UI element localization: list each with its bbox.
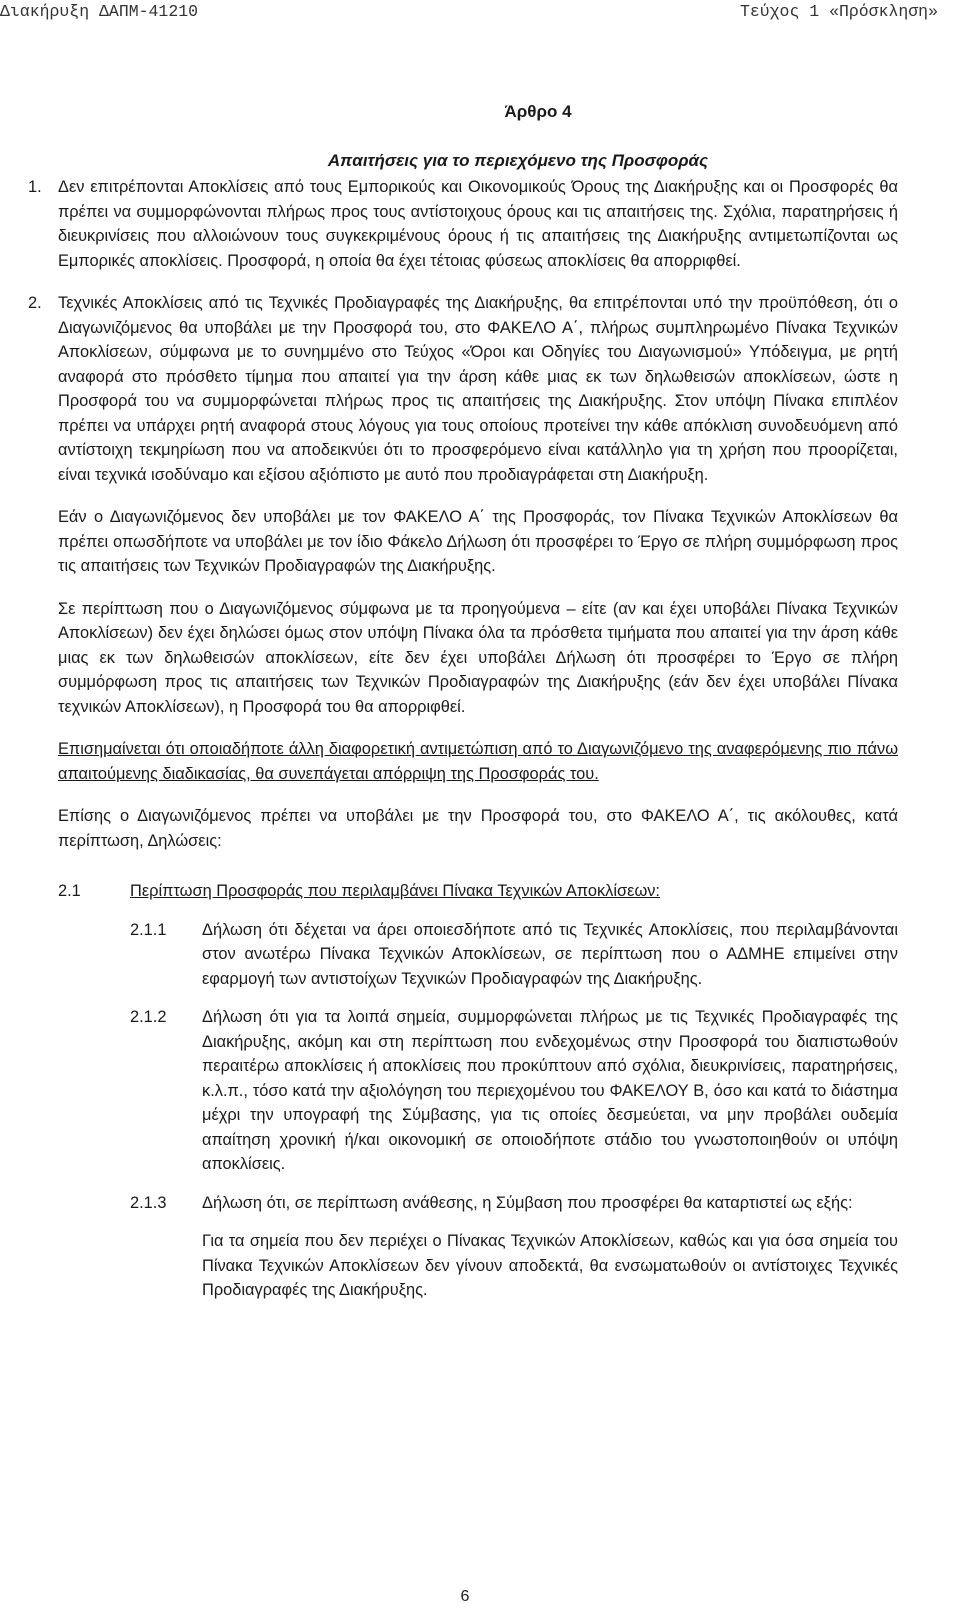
article-subtitle: Απαιτήσεις για το περιεχόμενο της Προσφοράς	[327, 150, 709, 170]
section-2-1-number: 2.1	[58, 882, 81, 900]
paragraph-declarations-intro: Επίσης ο Διαγωνιζόμενος πρέπει να υποβάλει με την Προσφορά του, στο ΦΑΚΕΛΟ Α΄, τις ακόλουθες, κατά περίπτωση, Δηλώσεις:	[58, 807, 898, 850]
subitem-2-1-1	[58, 918, 898, 992]
subitem-2-1-3-continuation: Για τα σημεία που δεν περιέχει ο Πίνακας Τεχνικών Αποκλίσεων, καθώς και για όσα σημεία του Πίνακα Τεχνικών Αποκλίσεων δεν γίνουν αποδεκτά, θα ενσωματωθούν οι αντίστοιχες Τεχνικές Προδιαγραφές της Διακήρυξης.	[202, 1232, 898, 1299]
subitem-2-1-3	[58, 1191, 898, 1216]
list-item-2-number: 2.	[28, 294, 42, 312]
subitem-2-1-2-number: 2.1.2	[130, 1008, 167, 1026]
list-item-2-text: Τεχνικές Αποκλίσεις από τις Τεχνικές Προδιαγραφές της Διακήρυξης, θα επιτρέπονται υπό την προϋπόθεση, ότι ο Διαγωνιζόμενος θα υποβάλει με την Προσφορά του, στο ΦΑΚΕΛΟ Α΄, πλήρως συμπληρωμένο Πίνακα Τεχνικών Αποκλίσεων, σύμφωνα με το συνημμένο στο Τεύχος «Όροι και Οδηγίες του Διαγωνισμού» Υπόδειγμα, με ρητή αναφορά στο πρόσθετο τίμημα που απαιτεί για την άρση κάθε μιας εκ των δηλωθεισών αποκλίσεων, ώστε η Προσφορά του να συμμορφώνεται πλήρως προς τις απαιτήσεις της Διακήρυξης. Στον υπόψη Πίνακα επιπλέον πρέπει να υπάρχει ρητή αναφορά στους λόγους για τους οποίους προτείνει την κάθε απόκλιση συνοδευόμενη από αντίστοιχη τεκμηρίωση που να αποδεικνύει ότι το προσφερόμενο είναι κατάλληλο για τη χρήση που προορίζεται, είναι τεχνικά ισοδύναμο και εξίσου αξιόπιστο με αυτό που προδιαγράφεται στη Διακήρυξη.	[58, 294, 898, 484]
list-item-2	[28, 291, 898, 487]
subitem-2-1-1-text: Δήλωση ότι δέχεται να άρει οποιεσδήποτε από τις Τεχνικές Αποκλίσεις, που περιλαμβάνονται στον ανωτέρω Πίνακα Τεχνικών Αποκλίσεων, σε περίπτωση που ο ΑΔΜΗΕ επιμείνει στην εφαρμογή των αντιστοίχων Τεχνικών Προδιαγραφών της Διακήρυξης.	[202, 920, 898, 988]
header-volume-title: Τεύχος 1 «Πρόσκληση»	[739, 2, 938, 21]
section-2-1-heading	[58, 879, 898, 904]
paragraph-no-deviations-table: Εάν ο Διαγωνιζόμενος δεν υποβάλει με τον ΦΑΚΕΛΟ Α΄ της Προσφοράς, τον Πίνακα Τεχνικών Αποκλίσεων θα πρέπει οπωσδήποτε να υποβάλει με τον ίδιο Φάκελο Δήλωση ότι προσφέρει το Έργο σε πλήρη συμμόρφωση προς τις απαιτήσεις των Τεχνικών Προδιαγραφών της Διακήρυξης.	[58, 508, 898, 575]
document-body	[28, 100, 898, 1319]
subitem-2-1-1-number: 2.1.1	[130, 920, 167, 939]
paragraph-underlined-notice: Επισημαίνεται ότι οποιαδήποτε άλλη διαφορετική αντιμετώπιση από το Διαγωνιζόμενο της αναφερόμενης πιο πάνω απαιτούμενης διαδικασίας, θα συνεπάγεται απόρριψη της Προσφοράς του.	[58, 740, 898, 783]
subitem-2-1-2-text: Δήλωση ότι για τα λοιπά σημεία, συμμορφώνεται πλήρως με τις Τεχνικές Προδιαγραφές της Διακήρυξης, ακόμη και στη περίπτωση που ενδεχομένως στην Προσφορά του διαπιστωθούν περαιτέρω αποκλίσεις ή αποκλίσεις που προκύπτουν από σχόλια, διευκρινίσεις, παρατηρήσεις, κ.λ.π., τόσο κατά την αξιολόγηση του περιεχομένου του ΦΑΚΕΛΟΥ Β, όσο και κατά το διάστημα μέχρι την υπογραφή της Σύμβασης, για τις οποίες δεσμεύεται, να μην προβάλει ουδεμία απαίτηση χρονική ή/και οικονομική σε οποιοδήποτε στάδιο του γνωστοποιηθούν οι υπόψη αποκλίσεις.	[202, 1008, 898, 1173]
subitem-2-1-2	[58, 1005, 898, 1177]
page-header	[0, 2, 938, 21]
list-item-1	[28, 175, 898, 273]
list-item-1-number: 1.	[28, 178, 42, 196]
section-2-1-title: Περίπτωση Προσφοράς που περιλαμβάνει Πίνακα Τεχνικών Αποκλίσεων:	[130, 882, 660, 900]
paragraph-rejection-conditions: Σε περίπτωση που ο Διαγωνιζόμενος σύμφωνα με τα προηγούμενα – είτε (αν και έχει υποβάλει Πίνακα Τεχνικών Αποκλίσεων) δεν έχει δηλώσει όμως στον υπόψη Πίνακα όλα τα πρόσθετα τιμήματα που απαιτεί για την άρση κάθε μιας εκ των δηλωθεισών αποκλίσεων, είτε δεν έχει υποβάλει Δήλωση ότι προσφέρει το Έργο σε πλήρη συμμόρφωση προς τις απαιτήσεις των Τεχνικών Προδιαγραφών της Διακήρυξης (εάν δεν έχει υποβάλει Πίνακα τεχνικών Αποκλίσεων), η Προσφορά του θα απορριφθεί.	[58, 599, 898, 716]
list-item-1-text: Δεν επιτρέπονται Αποκλίσεις από τους Εμπορικούς και Οικονομικούς Όρους της Διακήρυξης και οι Προσφορές θα πρέπει να συμμορφώνονται πλήρως προς τους αντίστοιχους όρους και τις απαιτήσεις της. Σχόλια, παρατηρήσεις ή διευκρινίσεις που αλλοιώνουν τους συγκεκριμένους όρους ή τις απαιτήσεις της Διακήρυξης αντιμετωπίζονται ως Εμπορικές αποκλίσεις. Προσφορά, η οποία θα έχει τέτοιας φύσεως αποκλίσεις θα απορριφθεί.	[58, 178, 898, 270]
subitem-2-1-3-text: Δήλωση ότι, σε περίπτωση ανάθεσης, η Σύμβαση που προσφέρει θα καταρτιστεί ως εξής:	[202, 1193, 853, 1212]
subitem-2-1-3-number: 2.1.3	[130, 1193, 167, 1212]
article-title: Άρθρο 4	[504, 102, 572, 121]
page-number: 6	[460, 1588, 470, 1605]
header-document-id: Διακήρυξη ΔΑΠΜ-41210	[0, 2, 199, 21]
